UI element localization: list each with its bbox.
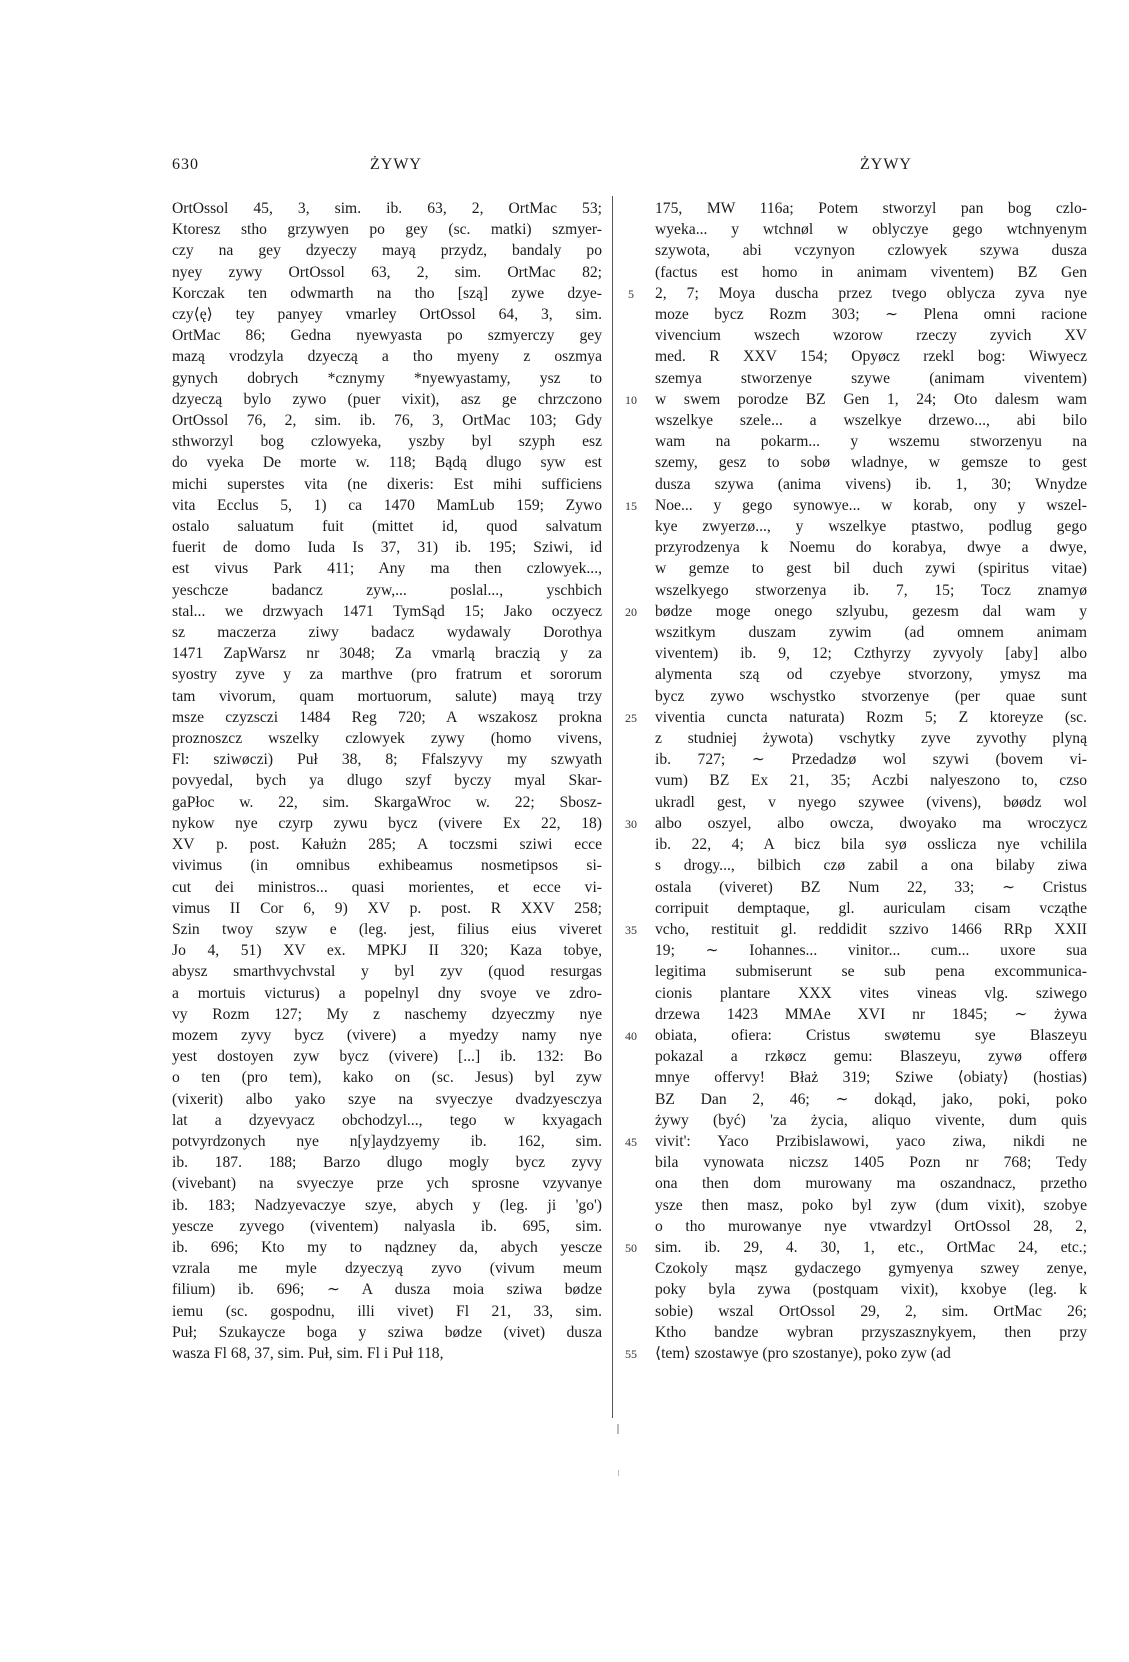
text-line: abysz smarthvychvstal y byl zyv (quod resurgas [172,963,602,981]
text-line: stal... we drzwyach 1471 TymSąd 15; Jako oczyecz [172,602,602,620]
text-line: ysze then masz, poko byl zyw (dum vixit), szobye [655,1196,1087,1214]
text-line: sz maczerza ziwy badacz wydawaly Dorothya [172,624,602,642]
text-line: szemy, gesz to sobø wladnye, w gemsze to gest [655,454,1087,472]
left-column [172,198,602,1364]
text-line: Korczak ten odwmarth na tho [szą] zywe dzye- [172,284,602,302]
text-line: cut dei ministros... quasi morientes, et ecce vi- [172,878,602,896]
text-line: viventem) ib. 9, 12; Czthyrzy zyvyoly [aby] albo [655,645,1087,663]
text-line: XV p. post. Kałużn 285; A toczsmi sziwi ecce [172,836,602,854]
text-line: gynych dobrych *cznymy *nyewyastamy, ysz to [172,369,602,387]
page-number: 630 [172,156,199,173]
text-line: nyey zywy OrtOssol 63, 2, sim. OrtMac 82; [172,263,602,281]
text-line: est vivus Park 411; Any ma then czlowyek..., [172,560,602,578]
line-number: 30 [625,816,637,831]
text-line: sobie) wszal OrtOssol 29, 2, sim. OrtMac 26; [655,1302,1087,1320]
text-line: vum) BZ Ex 21, 35; Aczbi nalyeszono to, czso [655,772,1087,790]
text-line: legitima submiserunt se sub pena excommunica- [655,963,1087,981]
line-number: 40 [625,1028,637,1043]
text-line: wszitkym duszam zywim (ad omnem animam [655,624,1087,642]
text-line: tam vivorum, quam mortuorum, salute) mayą trzy [172,687,602,705]
text-line: viventia cuncta naturata) Rozm 5; Z ktoreyze (sc. [655,708,1087,726]
scan-speck [618,1470,619,1476]
line-number: 35 [625,922,637,937]
text-line: ib. 183; Nadzyevaczye szye, abych y (leg. ji 'go') [172,1196,602,1214]
text-line: Noe... y gego synowye... w korab, ony y wszel- [655,496,1087,514]
text-line: pokazal a rzkøcz gemu: Blaszeyu, zywø offerø [655,1048,1087,1066]
text-line: med. R XXV 154; Opyøcz rzekl bog: Wiwyecz [655,348,1087,366]
text-line: Czokoly mąsz gydaczego gymyenya szwey zenye, [655,1260,1087,1278]
line-number: 5 [628,286,634,301]
line-number: 10 [625,392,637,407]
text-line: lat a dzyevyacz obchodzyl..., tego w kxyagach [172,1111,602,1129]
text-line: (factus est homo in animam viventem) BZ Gen [655,263,1087,281]
text-line: fuerit de domo Iuda Is 37, 31) ib. 195; Sziwi, id [172,539,602,557]
text-line: vivencium wszech wzorow rzeczy zyvich XV [655,327,1087,345]
text-line: 2, 7; Moya duscha przez tvego oblycza zyva nye [655,284,1087,302]
text-line: o tho murowanye nye vtwardzyl OrtOssol 28, 2, [655,1217,1087,1235]
right-running-headword: ŻYWY [860,156,912,173]
text-line: proznoszcz wszelky czlowyek zywy (homo vivens, [172,730,602,748]
text-line: msze czyzsczi 1484 Reg 720; A wszakosz prokna [172,708,602,726]
text-line: vivit': Yaco Przibislawowi, yaco ziwa, nikdi ne [655,1132,1087,1150]
text-line: wyeka... y wtchnøl w oblyczye gego wtchnyenym [655,221,1087,239]
text-line: vy Rozm 127; My z naschemy dzyeczmy nye [172,1005,602,1023]
text-line: 19; ∼ Iohannes... vinitor... cum... uxore sua [655,942,1087,960]
text-line: ona then dom murowany ma oszandnacz, przetho [655,1175,1087,1193]
text-line: bødze moge onego szlyubu, gezesm dal wam y [655,602,1087,620]
text-line: iemu (sc. gospodnu, illi vivet) Fl 21, 33, sim. [172,1302,602,1320]
text-line: o ten (pro tem), kako on (sc. Jesus) byl zyw [172,1069,602,1087]
text-line: bycz zywo wschystko stvorzenye (per quae sunt [655,687,1087,705]
text-line: filium) ib. 696; ∼ A dusza moia sziwa bødze [172,1281,602,1299]
text-line: sim. ib. 29, 4. 30, 1, etc., OrtMac 24, etc.; [655,1238,1087,1256]
line-number: 15 [625,498,637,513]
text-line: Ktho bandze wybran przyszasznykyem, then przy [655,1323,1087,1341]
text-line: sthworzyl bog czlowyeka, yszby byl szyph esz [172,433,602,451]
text-line: do vyeka De morte w. 118; Bądą dlugo syw est [172,454,602,472]
line-number: 50 [625,1240,637,1255]
text-line: wszelkyego stworzenya ib. 7, 15; Tocz znamyø [655,581,1087,599]
text-line: Jo 4, 51) XV ex. MPKJ II 320; Kaza tobye, [172,942,602,960]
text-line: yeschcze badancz zyw,... poslal..., yschbich [172,581,602,599]
text-line: czy na gey dzyeczy mayą przydz, bandaly po [172,242,602,260]
line-number: 20 [625,604,637,619]
text-line: 1471 ZapWarsz nr 3048; Za vmarlą braczią y za [172,645,602,663]
text-line: ostala (viveret) BZ Num 22, 33; ∼ Cristus [655,878,1087,896]
text-line: s drogy..., bilbich czø zabil a ona bilaby ziwa [655,857,1087,875]
text-line: (vixerit) albo yako szye na svyeczye dvadzyesczya [172,1090,602,1108]
text-line: (vivebant) na svyeczye prze ych sprosne vzyvanye [172,1175,602,1193]
right-column [655,198,1087,1364]
text-line: bila vynowata niczsz 1405 Pozn nr 768; Tedy [655,1154,1087,1172]
scan-speck [617,1424,619,1434]
text-line: ⟨tem⟩ szostawye (pro szostanye), poko zyw (ad [655,1344,951,1362]
text-line: gaPłoc w. 22, sim. SkargaWroc w. 22; Sbosz- [172,793,602,811]
text-line: michi superstes vita (ne dixeris: Est mihi sufficiens [172,475,602,493]
text-line: mozem zyvy bycz (vivere) a myedzy namy nye [172,1026,602,1044]
text-line: povyedal, bych ya dlugo szyf byczy myal Skar- [172,772,602,790]
text-line: wasza Fl 68, 37, sim. Puł, sim. Fl i Puł 118, [172,1344,444,1362]
text-line: drzewa 1423 MMAe XVI nr 1845; ∼ żywa [655,1005,1087,1023]
text-line: w swem porodze BZ Gen 1, 24; Oto dalesm wam [655,390,1087,408]
column-divider [612,196,613,1418]
text-line: wam na pokarm... y wszemu stworzenyu na [655,433,1087,451]
text-line: potvyrdzonych nye n[y]aydzyemy ib. 162, sim. [172,1132,602,1150]
text-line: alymenta szą od czyebye stvorzony, ymysz ma [655,666,1087,684]
text-line: vivimus (in omnibus exhibeamus nosmetipsos si- [172,857,602,875]
text-line: 175, MW 116a; Potem stworzyl pan bog czlo- [655,200,1087,217]
text-line: vcho, restituit gl. reddidit szzivo 1466 RRp XXII [655,920,1087,938]
text-line: ib. 187. 188; Barzo dlugo mogly bycz zyvy [172,1154,602,1172]
text-line: albo oszyel, albo owcza, dwoyako ma wroczycz [655,814,1087,832]
text-line: przyrodzenya k Noemu do korabya, dwye a dwye, [655,539,1087,557]
text-line: ib. 727; ∼ Przedadzø wol szywi (bovem vi- [655,751,1087,769]
text-line: a mortuis victurus) a popelnyl dny svoye ve zdro- [172,984,602,1002]
text-line: Puł; Szukaycze boga y sziwa bødze (vivet) dusza [172,1323,602,1341]
text-line: OrtOssol 45, 3, sim. ib. 63, 2, OrtMac 53; [172,200,602,217]
text-line: obiata, ofiera: Cristus swøtemu sye Blaszeyu [655,1026,1087,1044]
text-line: poky byla zywa (postquam vixit), kxobye (leg. k [655,1281,1087,1299]
text-line: syostry zyve y za marthve (pro fratrum et sororum [172,666,602,684]
text-line: vimus II Cor 6, 9) XV p. post. R XXV 258; [172,899,602,917]
text-line: szywota, abi vczynyon czlowyek szywa dusza [655,242,1087,260]
text-line: w gemze to gest bil duch zywi (spiritus vitae) [655,560,1087,578]
text-line: Szin twoy szyw e (leg. jest, filius eius viveret [172,920,602,938]
text-line: z studniej żywota) vschytky zyve zyvothy plyną [655,730,1087,748]
text-line: ib. 22, 4; A bicz bila syø osslicza nye vchilila [655,836,1087,854]
text-line: moze bycz Rozm 303; ∼ Plena omni racione [655,306,1087,324]
text-line: mazą vrodzyla dzyeczą a tho myeny z oszmya [172,348,602,366]
text-line: nykow nye czyrp zywu bycz (vivere Ex 22, 18) [172,814,602,832]
text-line: yest dostoyen zyw bycz (vivere) [...] ib. 132: Bo [172,1048,602,1066]
text-line: szemya stworzenye szywe (animam viventem) [655,369,1087,387]
text-line: OrtMac 86; Gedna nyewyasta po szmyerczy gey [172,327,602,345]
left-running-headword: ŻYWY [370,156,422,173]
text-line: mnye offervy! Błaż 319; Sziwe ⟨obiaty⟩ (hostias) [655,1069,1087,1087]
line-number: 25 [625,710,637,725]
text-line: vita Ecclus 5, 1) ca 1470 MamLub 159; Zywo [172,496,602,514]
text-line: czy⟨ę⟩ tey panyey vmarley OrtOssol 64, 3, sim. [172,306,602,324]
text-line: żywy (być) 'za życia, aliquo vivente, dum quis [655,1111,1087,1129]
text-line: wszelkye szele... a wszelkye drzewo..., abi bilo [655,412,1087,430]
text-line: OrtOssol 76, 2, sim. ib. 76, 3, OrtMac 103; Gdy [172,412,602,430]
text-line: vzrala me myle dzyeczyą zyvo (vivum meum [172,1260,602,1278]
text-line: Fl: sziwøczi) Puł 38, 8; Ffalszyvy my szwyath [172,751,602,769]
text-line: cionis plantare XXX vites vineas vlg. sziwego [655,984,1087,1002]
text-line: ostalo saluatum fuit (mittet id, quod salvatum [172,518,602,536]
line-number: 55 [625,1346,637,1361]
text-line: ukradl gest, v nyego szywee (vivens), bøødz wol [655,793,1087,811]
text-line: Ktoresz stho grzywyen po gey (sc. matki) szmyer- [172,221,602,239]
text-line: corripuit demptaque, gl. auriculam cisam vcząthe [655,899,1087,917]
text-line: ib. 696; Kto my to nądzney da, abych yescze [172,1238,602,1256]
text-line: dusza szywa (anima vivens) ib. 1, 30; Wnydze [655,475,1087,493]
text-line: yescze zyvego (viventem) nalyasla ib. 695, sim. [172,1217,602,1235]
text-line: kye zwyerzø..., y wszelkye ptastwo, podlug gego [655,518,1087,536]
text-line: BZ Dan 2, 46; ∼ dokąd, jako, poki, poko [655,1090,1087,1108]
line-number: 45 [625,1134,637,1149]
text-line: dzyeczą bylo zywo (puer vixit), asz ge chrzczono [172,390,602,408]
